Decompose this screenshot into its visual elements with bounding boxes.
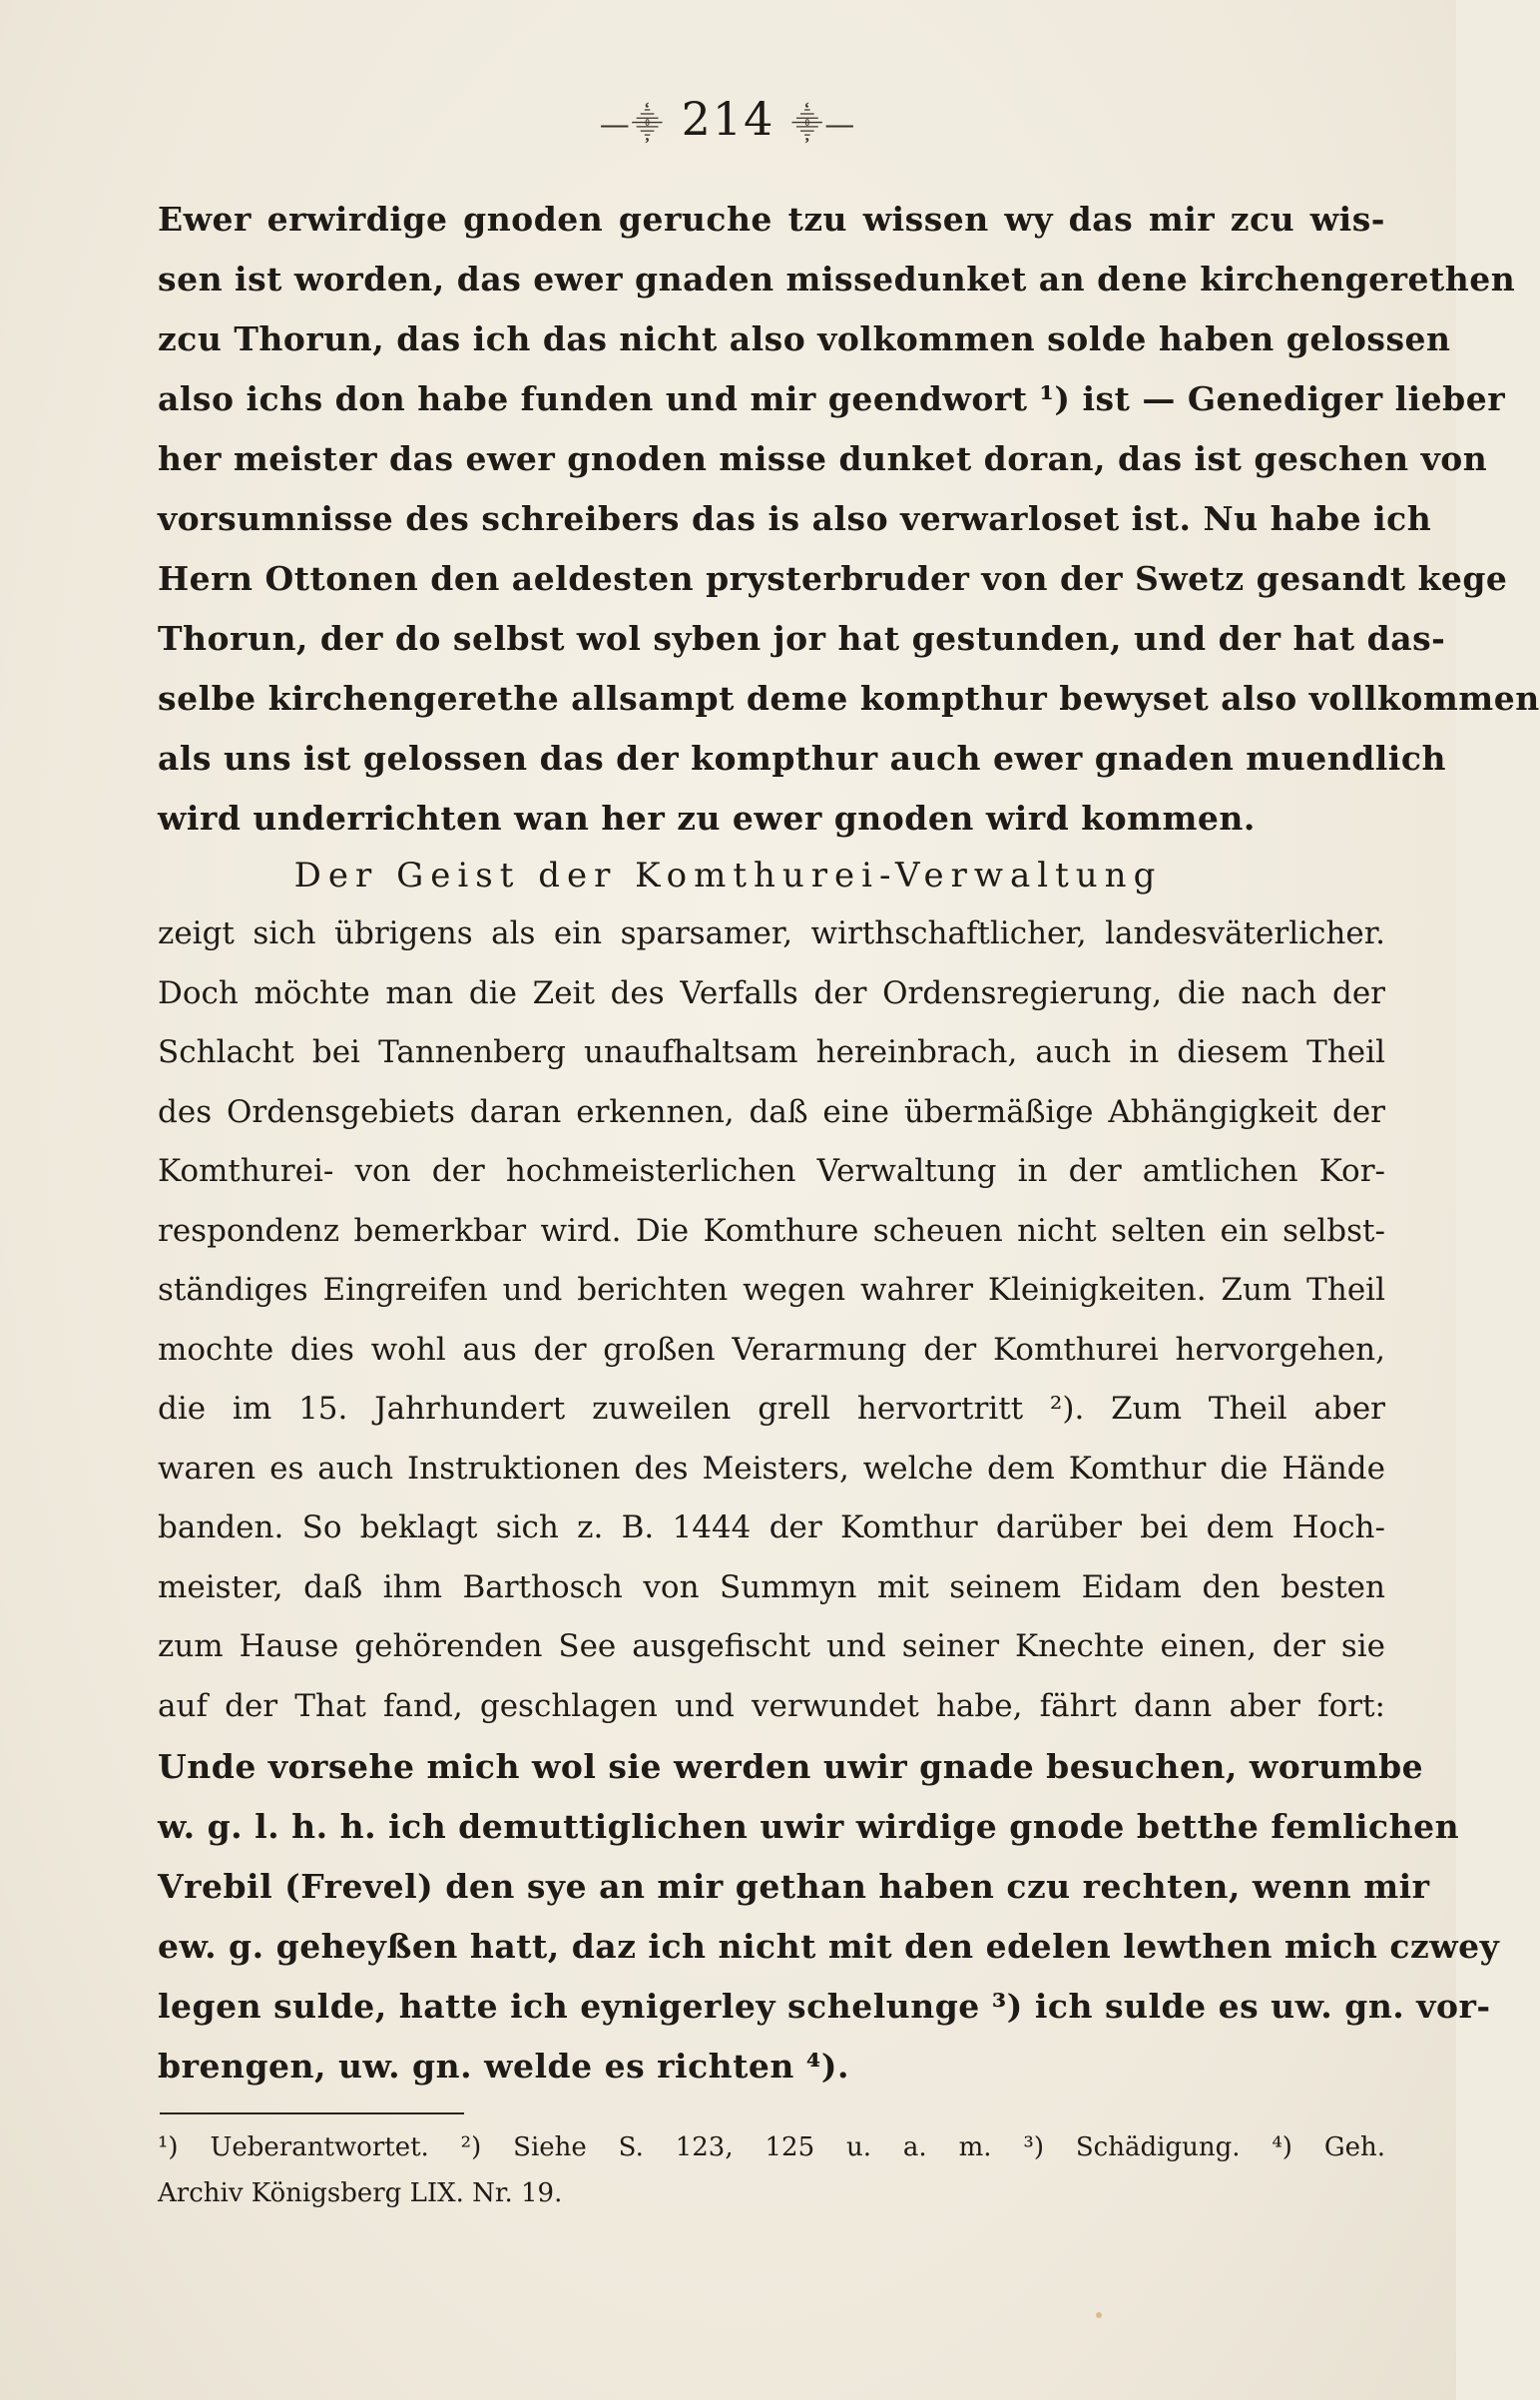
footnote-line: ¹) Ueberantwortet. ²) Siehe S. 123, 125 u. a. m. ³) Schädigung. ⁴) Geh. xyxy=(158,2132,1385,2162)
text-line: ständiges Eingreifen und berichten wegen wahrer Kleinigkeiten. Zum Theil xyxy=(158,1272,1385,1308)
text-line: her meister das ewer gnoden misse dunket doran, das ist geschen von xyxy=(158,439,1488,478)
text-line: als uns ist gelossen das der kompthur auch ewer gnaden muendlich xyxy=(158,739,1446,778)
text-line: zcu Thorun, das ich das nicht also volkommen solde haben gelossen xyxy=(158,319,1451,358)
text-line: auf der That fand, geschlagen und verwundet habe, fährt dann aber fort: xyxy=(158,1687,1385,1724)
text-line: zum Hause gehörenden See ausgefischt und seiner Knechte einen, der sie xyxy=(158,1628,1385,1664)
text-line: die im 15. Jahrhundert zuweilen grell hervortritt ²). Zum Theil aber xyxy=(158,1391,1385,1427)
footnote-line: Archiv Königsberg LIX. Nr. 19. xyxy=(158,2178,563,2208)
quoted-letter-2 xyxy=(158,1737,1500,2097)
text-line: vorsumnisse des schreibers das is also verwarloset ist. Nu habe ich xyxy=(158,499,1432,538)
page-number: 214 xyxy=(681,92,775,146)
text-line: Vrebil (Frevel) den sye an mir gethan haben czu rechten, wenn mir xyxy=(158,1867,1430,1906)
page-header xyxy=(0,92,1456,146)
text-line: selbe kirchengerethe allsampt deme kompthur bewyset also vollkommen xyxy=(158,679,1540,718)
text-line: Doch möchte man die Zeit des Verfalls der Ordensregierung, die nach der xyxy=(158,974,1385,1011)
text-line: waren es auch Instruktionen des Meisters, welche dem Komthur die Hände xyxy=(158,1450,1385,1487)
quoted-letter-1 xyxy=(158,190,1540,849)
text-line: legen sulde, hatte ich eynigerley schelunge ³) ich sulde es uw. gn. vor- xyxy=(158,1987,1491,2026)
footnotes xyxy=(158,2124,1385,2216)
text-line: ew. g. geheyßen hatt, daz ich nicht mit den edelen lewthen mich czwey xyxy=(158,1927,1500,1966)
text-line: Unde vorsehe mich wol sie werden uwir gnade besuchen, worumbe xyxy=(158,1747,1424,1786)
text-line: Hern Ottonen den aeldesten prysterbruder von der Swetz gesandt kege xyxy=(158,559,1508,598)
text-line: sen ist worden, das ewer gnaden missedunket an dene kirchengerethen xyxy=(158,260,1516,299)
footnote-rule xyxy=(160,2112,464,2114)
text-line: meister, daß ihm Barthosch von Summyn mit seinem Eidam den besten xyxy=(158,1568,1385,1605)
section-heading: Der Geist der Komthurei-Verwaltung xyxy=(293,856,1163,896)
text-line: banden. So beklagt sich z. B. 1444 der Komthur darüber bei dem Hoch- xyxy=(158,1509,1385,1545)
text-line: brengen, uw. gn. welde es richten ⁴). xyxy=(158,2047,849,2086)
text-line: des Ordensgebiets daran erkennen, daß eine übermäßige Abhängigkeit der xyxy=(158,1093,1385,1130)
text-line: zeigt sich übrigens als ein sparsamer, wirthschaftlicher, landesväterlicher. xyxy=(158,915,1385,951)
text-line: mochte dies wohl aus der großen Verarmung der Komthurei hervorgehen, xyxy=(158,1331,1385,1368)
ornament-right: ⸎— xyxy=(791,107,857,143)
text-line: Komthurei- von der hochmeisterlichen Verwaltung in der amtlichen Kor- xyxy=(158,1153,1385,1189)
text-line: Schlacht bei Tannenberg unaufhaltsam hereinbrach, auch in diesem Theil xyxy=(158,1034,1385,1070)
ornament-left: —⸎ xyxy=(599,107,665,143)
body-paragraph xyxy=(158,904,1385,1736)
text-line: Thorun, der do selbst wol syben jor hat gestunden, und der hat das- xyxy=(158,619,1446,658)
text-line: w. g. l. h. h. ich demuttiglichen uwir wirdige gnode betthe femlichen xyxy=(158,1807,1460,1846)
text-line: respondenz bemerkbar wird. Die Komthure scheuen nicht selten ein selbst- xyxy=(158,1212,1385,1249)
text-line: Ewer erwirdige gnoden geruche tzu wissen wy das mir zcu wis- xyxy=(158,200,1385,239)
paper-blemish xyxy=(1096,2312,1102,2318)
text-line: wird underrichten wan her zu ewer gnoden wird kommen. xyxy=(158,799,1256,838)
text-line: also ichs don habe funden und mir geendwort ¹) ist — Genediger lieber xyxy=(158,379,1506,418)
